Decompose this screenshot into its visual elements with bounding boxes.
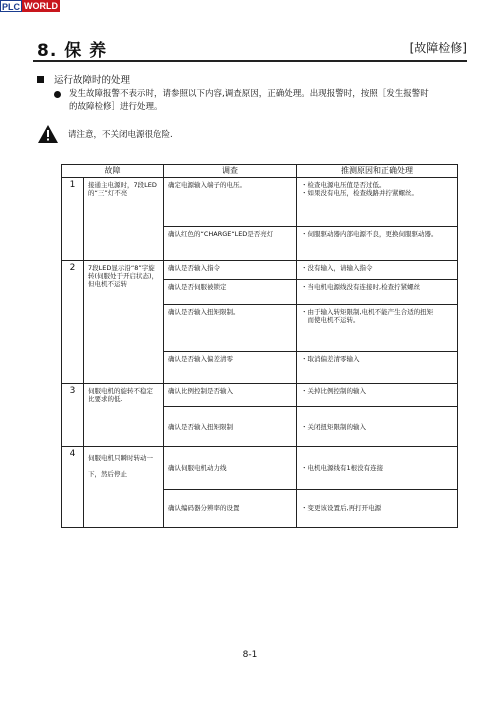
cause-line: ・由于输入转矩限制,电机不能产生合适的扭矩	[301, 308, 434, 317]
logo-world: WORLD	[24, 1, 58, 11]
intro-line-1: 发生故障报警不表示时，请参照以下内容,调查原因，正确处理。出现报警时，按照［发生报警时	[69, 89, 429, 99]
cause-line: ・关闭扭矩限制的输入	[301, 422, 366, 431]
warning-triangle-icon	[38, 125, 58, 143]
check-item: 确认比例控制是否输入	[164, 383, 297, 406]
logo-plc: PLC	[2, 2, 20, 12]
cause-line: ・没有输入，请输入指令	[301, 263, 373, 272]
check-item: 确认是否输入扭矩限制	[164, 407, 297, 447]
intro-line-2: 的故障检修］进行处理。	[69, 102, 163, 112]
fault-number: 4	[62, 447, 84, 528]
header-rule	[33, 60, 467, 62]
table-row	[62, 447, 458, 489]
cause-line: ・如果没有电压，检查线路并拧紧螺丝。	[301, 189, 418, 197]
cause-cell	[297, 407, 458, 447]
check-item: 确认红色的“CHARGE“LED是否亮灯	[164, 226, 297, 260]
cause-line: ・检查电源电压值是否过低。	[301, 181, 386, 189]
check-item: 确定电源输入端子的电压。	[164, 178, 297, 227]
warning-text: 请注意，不关闭电源很危险.	[68, 130, 173, 140]
cause-cell	[297, 305, 458, 352]
page-number: 8-1	[242, 650, 258, 660]
table-header-row	[62, 165, 458, 178]
check-item: 确认伺服电机动力线	[164, 447, 297, 489]
table-row	[62, 178, 458, 227]
check-item: 确认是否输入扭矩限制。	[164, 305, 297, 352]
cause-line: ・关掉比例控制的输入	[301, 386, 366, 395]
cause-line: 而使电机不运转。	[301, 316, 360, 325]
troubleshooting-table	[61, 164, 458, 528]
fault-symptom: 伺服电机的旋转不稳定比要求的低.	[84, 383, 164, 447]
cause-cell	[297, 447, 458, 489]
intro-text	[69, 88, 429, 114]
cause-cell	[297, 260, 458, 279]
table-row	[62, 260, 458, 279]
fault-symptom: 接通主电源时，7段LED的“三”灯不亮	[84, 178, 164, 261]
cause-cell	[297, 489, 458, 527]
cause-line: ・变更该设置后,再打开电源	[301, 504, 382, 513]
table-row	[62, 383, 458, 406]
check-item: 确认编码器分辨率的设置	[164, 489, 297, 527]
fault-symptom: 伺服电机只瞬时转动一下，然后停止	[84, 447, 164, 528]
header-cause: 推测原因和正确处理	[297, 165, 458, 178]
cause-line: ・电机电源线有1根没有连接	[301, 464, 384, 473]
cause-cell	[297, 226, 458, 260]
plcworld-logo	[0, 0, 60, 12]
fault-number: 2	[62, 260, 84, 383]
cause-line: ・当电机电源线没有连接时,检查拧紧螺丝	[301, 282, 421, 291]
header-check: 调查	[164, 165, 297, 178]
cause-line: ・伺服驱动器内部电源不良，更换伺服驱动器。	[301, 229, 438, 238]
round-bullet-icon	[54, 91, 61, 98]
fault-number: 3	[62, 383, 84, 447]
square-bullet-icon	[37, 76, 44, 83]
cause-cell	[297, 383, 458, 406]
chapter-title: 8. 保 养	[37, 41, 108, 61]
cause-line: ・取消偏差清零输入	[301, 354, 360, 363]
fault-symptom: 7段LED显示沿“8”字旋转(伺服处于开启状态)，但电机不运转	[84, 260, 164, 383]
header-fault: 故障	[62, 165, 164, 178]
cause-cell	[297, 351, 458, 383]
check-item: 确认是否输入偏差清零	[164, 351, 297, 383]
section-heading	[37, 72, 130, 86]
section-heading-text: 运行故障时的处理	[54, 75, 131, 86]
warning-note	[38, 125, 173, 143]
cause-cell	[297, 279, 458, 304]
fault-number: 1	[62, 178, 84, 261]
section-tag: [故障检修]	[409, 41, 467, 55]
check-item: 确认是否输入指令	[164, 260, 297, 279]
cause-cell	[297, 178, 458, 227]
check-item: 确认是否伺服被锁定	[164, 279, 297, 304]
intro-bullet	[54, 88, 444, 114]
